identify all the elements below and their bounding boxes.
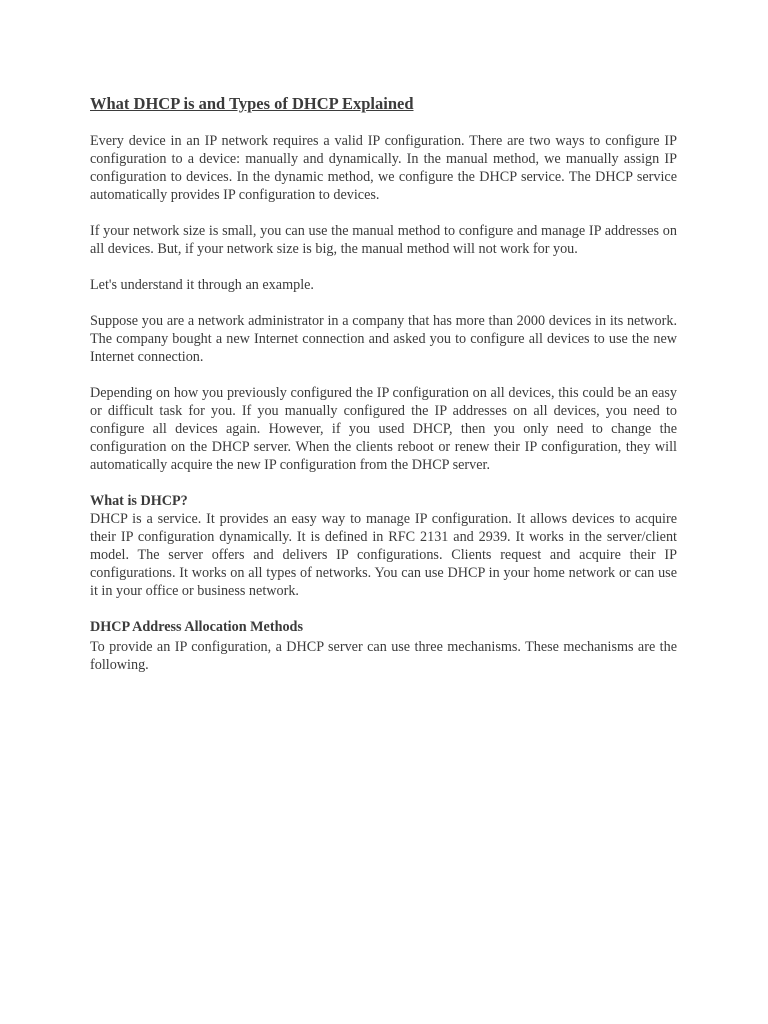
example-intro-paragraph: Let's understand it through an example. xyxy=(90,277,314,293)
allocation-methods-paragraph: To provide an IP configuration, a DHCP server can use three mechanisms. These mechanisms are the following. xyxy=(90,639,677,673)
what-is-dhcp-paragraph: DHCP is a service. It provides an easy way to manage IP configuration. It allows devices to acquire their IP configuration dynamically. It is defined in RFC 2131 and 2939. It works in the server/client model. The server offers and delivers IP configurations. Clients request and acquire their IP configurations. It works on all types of networks. You can use DHCP in your home network or can use it in your office or business network. xyxy=(90,511,677,599)
intro-paragraph: Every device in an IP network requires a valid IP configuration. There are two ways to configure IP configuration to a device: manually and dynamically. In the manual method, we manually assign IP configuration to devices. In the dynamic method, we configure the DHCP service. The DHCP service automatically provides IP configuration to devices. xyxy=(90,133,677,203)
what-is-dhcp-heading: What is DHCP? xyxy=(90,493,188,509)
what-is-dhcp-section xyxy=(90,492,677,600)
example-scenario-paragraph: Suppose you are a network administrator in a company that has more than 2000 devices in its network. The company bought a new Internet connection and asked you to configure all devices to use the new Internet connection. xyxy=(90,313,677,365)
document-page xyxy=(90,93,677,692)
allocation-methods-section xyxy=(90,618,677,674)
example-outcome-paragraph: Depending on how you previously configured the IP configuration on all devices, this could be an easy or difficult task for you. If you manually configured the IP addresses on all devices, you need to configure all devices again. However, if you used DHCP, then you only need to change the configuration on the DHCP server. When the clients reboot or renew their IP configuration, they will automatically acquire the new IP configuration from the DHCP server. xyxy=(90,385,677,473)
allocation-methods-heading: DHCP Address Allocation Methods xyxy=(90,619,303,635)
network-size-paragraph: If your network size is small, you can use the manual method to configure and manage IP addresses on all devices. But, if your network size is big, the manual method will not work for you. xyxy=(90,223,677,257)
document-title: What DHCP is and Types of DHCP Explained xyxy=(90,94,414,113)
